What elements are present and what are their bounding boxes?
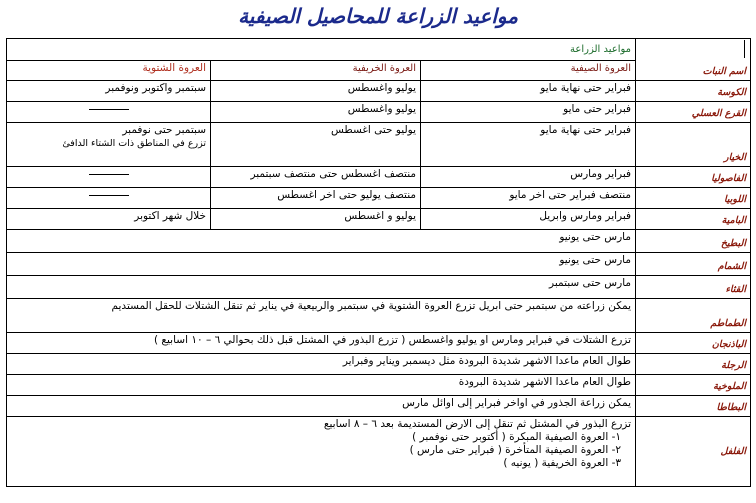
- crop-name: الباذنجان: [636, 333, 751, 354]
- table-row: [7, 299, 751, 333]
- table-row: [7, 276, 751, 299]
- winter-date: خلال شهر اكتوبر: [7, 209, 211, 230]
- summer-date: فبراير حتى نهاية مايو: [421, 123, 636, 167]
- crop-name: الكوسة: [636, 81, 751, 102]
- winter-date-empty: [7, 188, 211, 209]
- pepper-season-item: ١- العروة الصيفية المبكرة ( أكتوبر حتى نوفمبر ): [412, 431, 622, 443]
- winter-date: [7, 123, 211, 167]
- planting-period: مارس حتى يونيو: [7, 253, 636, 276]
- table-row: [7, 102, 751, 123]
- crop-name: الطماطم: [636, 299, 751, 333]
- planting-period: مارس حتى سبتمبر: [7, 276, 636, 299]
- planting-period: طوال العام ماعدا الاشهر شديدة البرودة: [7, 375, 636, 396]
- crop-name: الفلفل: [636, 417, 751, 487]
- table-row: [7, 375, 751, 396]
- pepper-season-item: ٣- العروة الخريفية ( يونيه ): [503, 457, 622, 469]
- summer-date: فبراير حتى نهاية مايو: [421, 81, 636, 102]
- table-row: [7, 167, 751, 188]
- planting-period: يمكن زراعة الجذور في اواخر فبراير إلى اوائل مارس: [7, 396, 636, 417]
- winter-date-empty: [7, 167, 211, 188]
- planting-period: يمكن زراعته من سبتمبر حتى ابريل تزرع العروة الشتوية في سبتمبر والربيعية في يناير ثم تنقل الشتلات للحقل المستديم: [7, 299, 636, 333]
- crop-name: الملوخية: [636, 375, 751, 396]
- table-row: [7, 417, 751, 487]
- summer-date: فبراير ومارس وابريل: [421, 209, 636, 230]
- planting-period: [7, 417, 636, 487]
- table-row: [7, 253, 751, 276]
- autumn-date: منتصف اغسطس حتى منتصف سبتمبر: [211, 167, 421, 188]
- pepper-intro-text: تزرع البذور في المشتل ثم تنقل إلى الارض المستديمة بعد ٦ – ٨ اسابيع: [323, 418, 632, 430]
- autumn-date: منتصف يوليو حتى اخر اغسطس: [211, 188, 421, 209]
- crop-column-header: اسم النبات: [636, 39, 751, 81]
- crop-name: البامية: [636, 209, 751, 230]
- winter-note: تزرع في المناطق ذات الشتاء الدافئ: [62, 138, 207, 149]
- crop-name: الرجلة: [636, 354, 751, 375]
- dates-header: مواعيد الزراعة: [7, 39, 636, 61]
- crop-name: الشمام: [636, 253, 751, 276]
- crop-name: البطاطا: [636, 396, 751, 417]
- planting-period: طوال العام ماعدا الاشهر شديدة البرودة مثل ديسمبر ويناير وفبراير: [7, 354, 636, 375]
- crop-name: القثاء: [636, 276, 751, 299]
- table-row: [7, 209, 751, 230]
- pepper-intro: [11, 418, 631, 431]
- table-row: [7, 333, 751, 354]
- table-row: [7, 123, 751, 167]
- crop-name: البطيخ: [636, 230, 751, 253]
- crop-name: الخيار: [636, 123, 751, 167]
- header-row-top: [7, 39, 751, 61]
- autumn-date: يوليو و اغسطس: [211, 209, 421, 230]
- table-row: [7, 354, 751, 375]
- crop-name: القرع العسلي: [636, 102, 751, 123]
- winter-date: سبتمبر واكتوبر ونوفمبر: [7, 81, 211, 102]
- summer-date: منتصف فبراير حتى اخر مايو: [421, 188, 636, 209]
- planting-period: تزرع الشتلات في فبراير ومارس او يوليو واغسطس ( تزرع البذور في المشتل قبل ذلك بحوالي ٦ – ١٠ اسابيع ): [7, 333, 636, 354]
- dash-mark: [89, 109, 129, 110]
- table-row: [7, 81, 751, 102]
- table-row: [7, 396, 751, 417]
- dash-mark: [89, 174, 129, 175]
- autumn-season-header: العروة الخريفية: [211, 61, 421, 81]
- autumn-date: يوليو واغسطس: [211, 81, 421, 102]
- planting-schedule-table: [6, 38, 751, 487]
- autumn-date: يوليو حتى اغسطس: [211, 123, 421, 167]
- summer-date: فبراير ومارس: [421, 167, 636, 188]
- dash-mark: [89, 195, 129, 196]
- winter-season-header: العروة الشتوية: [7, 61, 211, 81]
- autumn-date: يوليو واغسطس: [211, 102, 421, 123]
- page-title: مواعيد الزراعة للمحاصيل الصيفية: [238, 4, 518, 28]
- pepper-season-item: ٢- العروة الصيفية المتأخرة ( فبراير حتى مارس ): [409, 444, 622, 456]
- winter-date-text: سبتمبر حتى نوفمبر: [122, 124, 207, 136]
- winter-date-empty: [7, 102, 211, 123]
- table-row: [7, 230, 751, 253]
- crop-name: اللوبيا: [636, 188, 751, 209]
- summer-date: فبراير حتى مايو: [421, 102, 636, 123]
- crop-name: الفاصوليا: [636, 167, 751, 188]
- planting-period: مارس حتى يونيو: [7, 230, 636, 253]
- summer-season-header: العروة الصيفية: [421, 61, 636, 81]
- table-row: [7, 188, 751, 209]
